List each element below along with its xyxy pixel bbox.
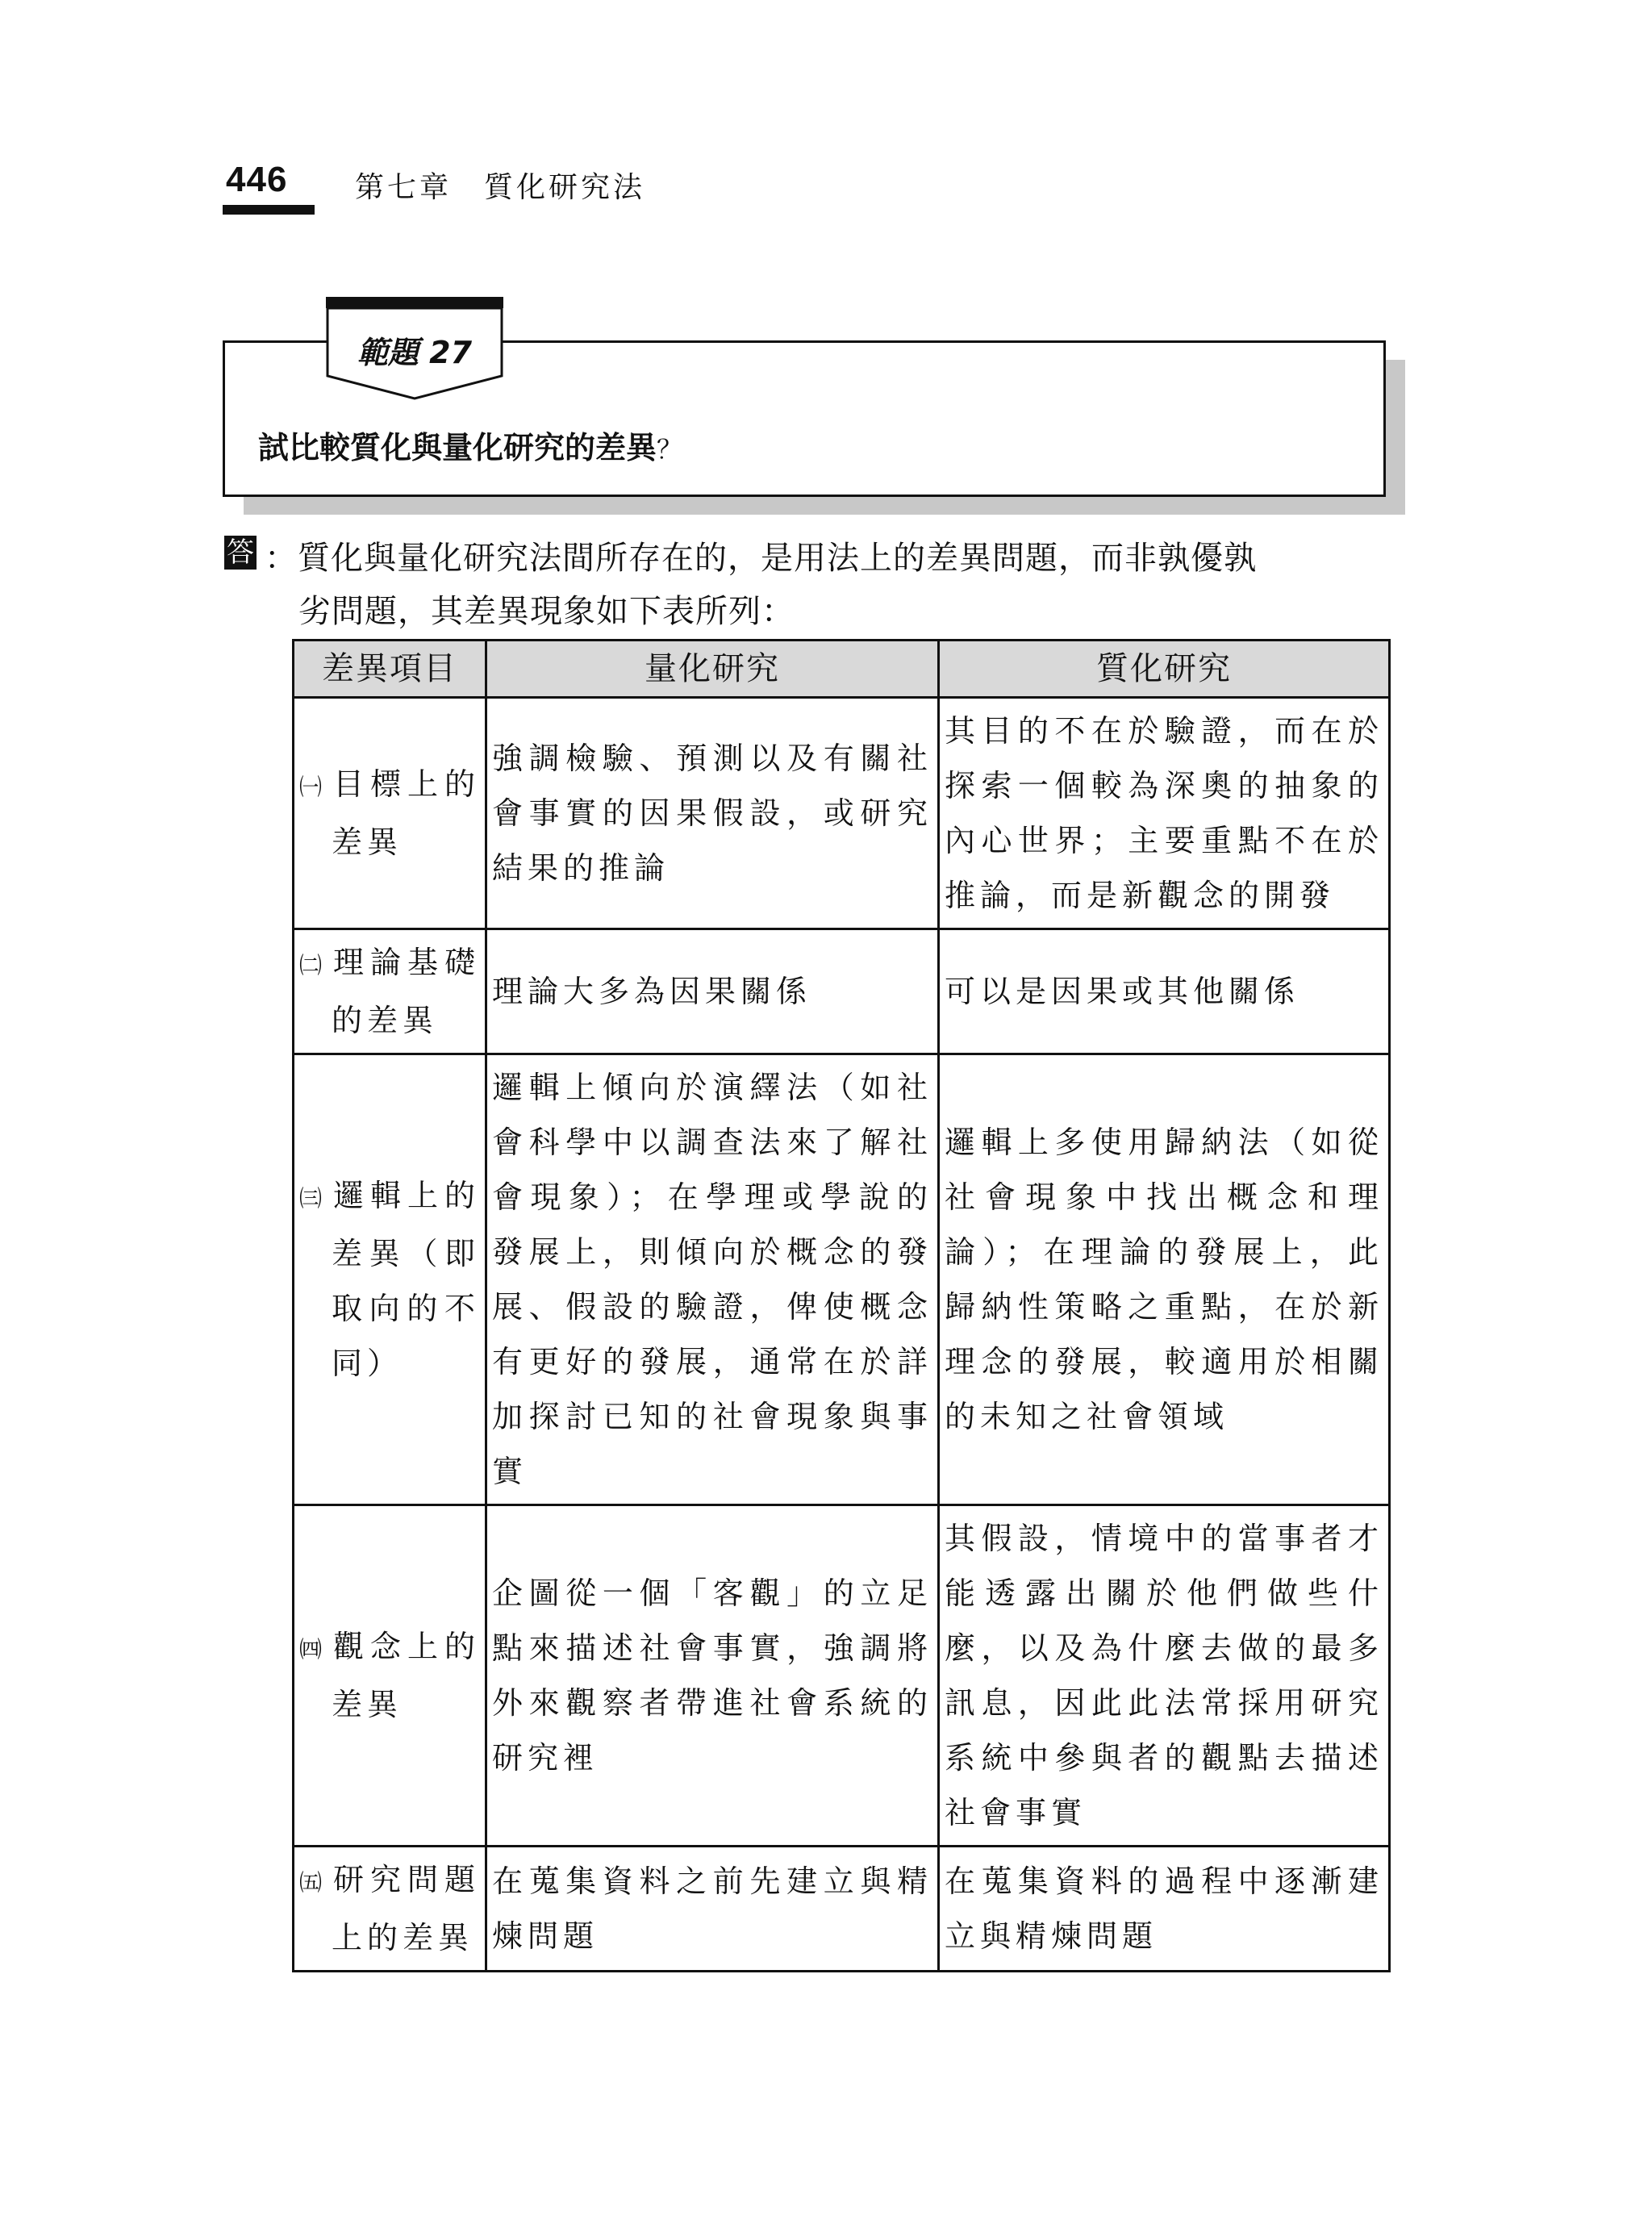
quantitative-cell: 邏輯上傾向於演繹法（如社會科學中以調查法來了解社會現象）；在學理或學說的發展上，則傾向於概念的發展、假設的驗證，俾使概念有更好的發展，通常在於詳加探討已知的社會現象與事實 bbox=[486, 1054, 938, 1505]
item-number: ㈢ bbox=[299, 1185, 323, 1212]
table-row bbox=[294, 698, 1390, 929]
question-body: 試比較質化與量化研究的差異 bbox=[258, 430, 657, 465]
question-mark: ？ bbox=[657, 434, 683, 465]
header-quantitative: 量化研究 bbox=[486, 641, 938, 698]
example-label: 範題 27 bbox=[357, 335, 473, 370]
page-number: 446 bbox=[226, 160, 288, 199]
qualitative-cell: 其目的不在於驗證，而在於探索一個較為深奧的抽象的內心世界；主要重點不在於推論，而是新觀念的開發 bbox=[939, 698, 1390, 929]
row-item bbox=[294, 929, 486, 1054]
item-number: ㈡ bbox=[299, 952, 323, 979]
header-qualitative: 質化研究 bbox=[939, 641, 1390, 698]
item-label: 邏輯上的差異（即取向的不同） bbox=[332, 1178, 480, 1381]
item-label: 目標上的差異 bbox=[332, 766, 480, 860]
qualitative-cell: 邏輯上多使用歸納法（如從社會現象中找出概念和理論）；在理論的發展上，此歸納性策略之重點，在於新理念的發展，較適用於相關的未知之社會領域 bbox=[939, 1054, 1390, 1505]
item-label: 觀念上的差異 bbox=[332, 1629, 480, 1722]
row-item bbox=[294, 1847, 486, 1972]
page-number-underline bbox=[223, 205, 315, 215]
item-number: ㈤ bbox=[299, 1869, 323, 1896]
quantitative-cell: 企圖從一個「客觀」的立足點來描述社會事實，強調將外來觀察者帶進社會系統的研究裡 bbox=[486, 1505, 938, 1847]
table-row bbox=[294, 1847, 1390, 1972]
example-tag bbox=[326, 297, 503, 400]
item-label: 研究問題上的差異 bbox=[332, 1862, 480, 1955]
header-item: 差異項目 bbox=[294, 641, 486, 698]
table-row bbox=[294, 1505, 1390, 1847]
answer-label: 答 bbox=[224, 536, 257, 570]
table-header-row bbox=[294, 641, 1390, 698]
chapter-title: 第七章 質化研究法 bbox=[355, 171, 646, 204]
item-number: ㈠ bbox=[299, 774, 323, 800]
answer-intro-line2: 劣問題，其差異現象如下表所列： bbox=[298, 593, 795, 630]
table-row bbox=[294, 1054, 1390, 1505]
row-item bbox=[294, 1505, 486, 1847]
comparison-table bbox=[292, 639, 1391, 1972]
row-item bbox=[294, 698, 486, 929]
item-label: 理論基礎的差異 bbox=[332, 945, 480, 1038]
answer-intro-line1: ：質化與量化研究法間所存在的，是用法上的差異問題，而非孰優孰 bbox=[265, 540, 1257, 577]
item-number: ㈣ bbox=[299, 1636, 323, 1663]
row-item bbox=[294, 1054, 486, 1505]
quantitative-cell: 強調檢驗、預測以及有關社會事實的因果假設，或研究結果的推論 bbox=[486, 698, 938, 929]
table-row bbox=[294, 929, 1390, 1054]
question-text bbox=[258, 423, 682, 467]
quantitative-cell: 在蒐集資料之前先建立與精煉問題 bbox=[486, 1847, 938, 1972]
qualitative-cell: 在蒐集資料的過程中逐漸建立與精煉問題 bbox=[939, 1847, 1390, 1972]
qualitative-cell: 其假設，情境中的當事者才能透露出關於他們做些什麼，以及為什麼去做的最多訊息，因此此法常採用研究系統中參與者的觀點去描述社會事實 bbox=[939, 1505, 1390, 1847]
quantitative-cell: 理論大多為因果關係 bbox=[486, 929, 938, 1054]
qualitative-cell: 可以是因果或其他關係 bbox=[939, 929, 1390, 1054]
